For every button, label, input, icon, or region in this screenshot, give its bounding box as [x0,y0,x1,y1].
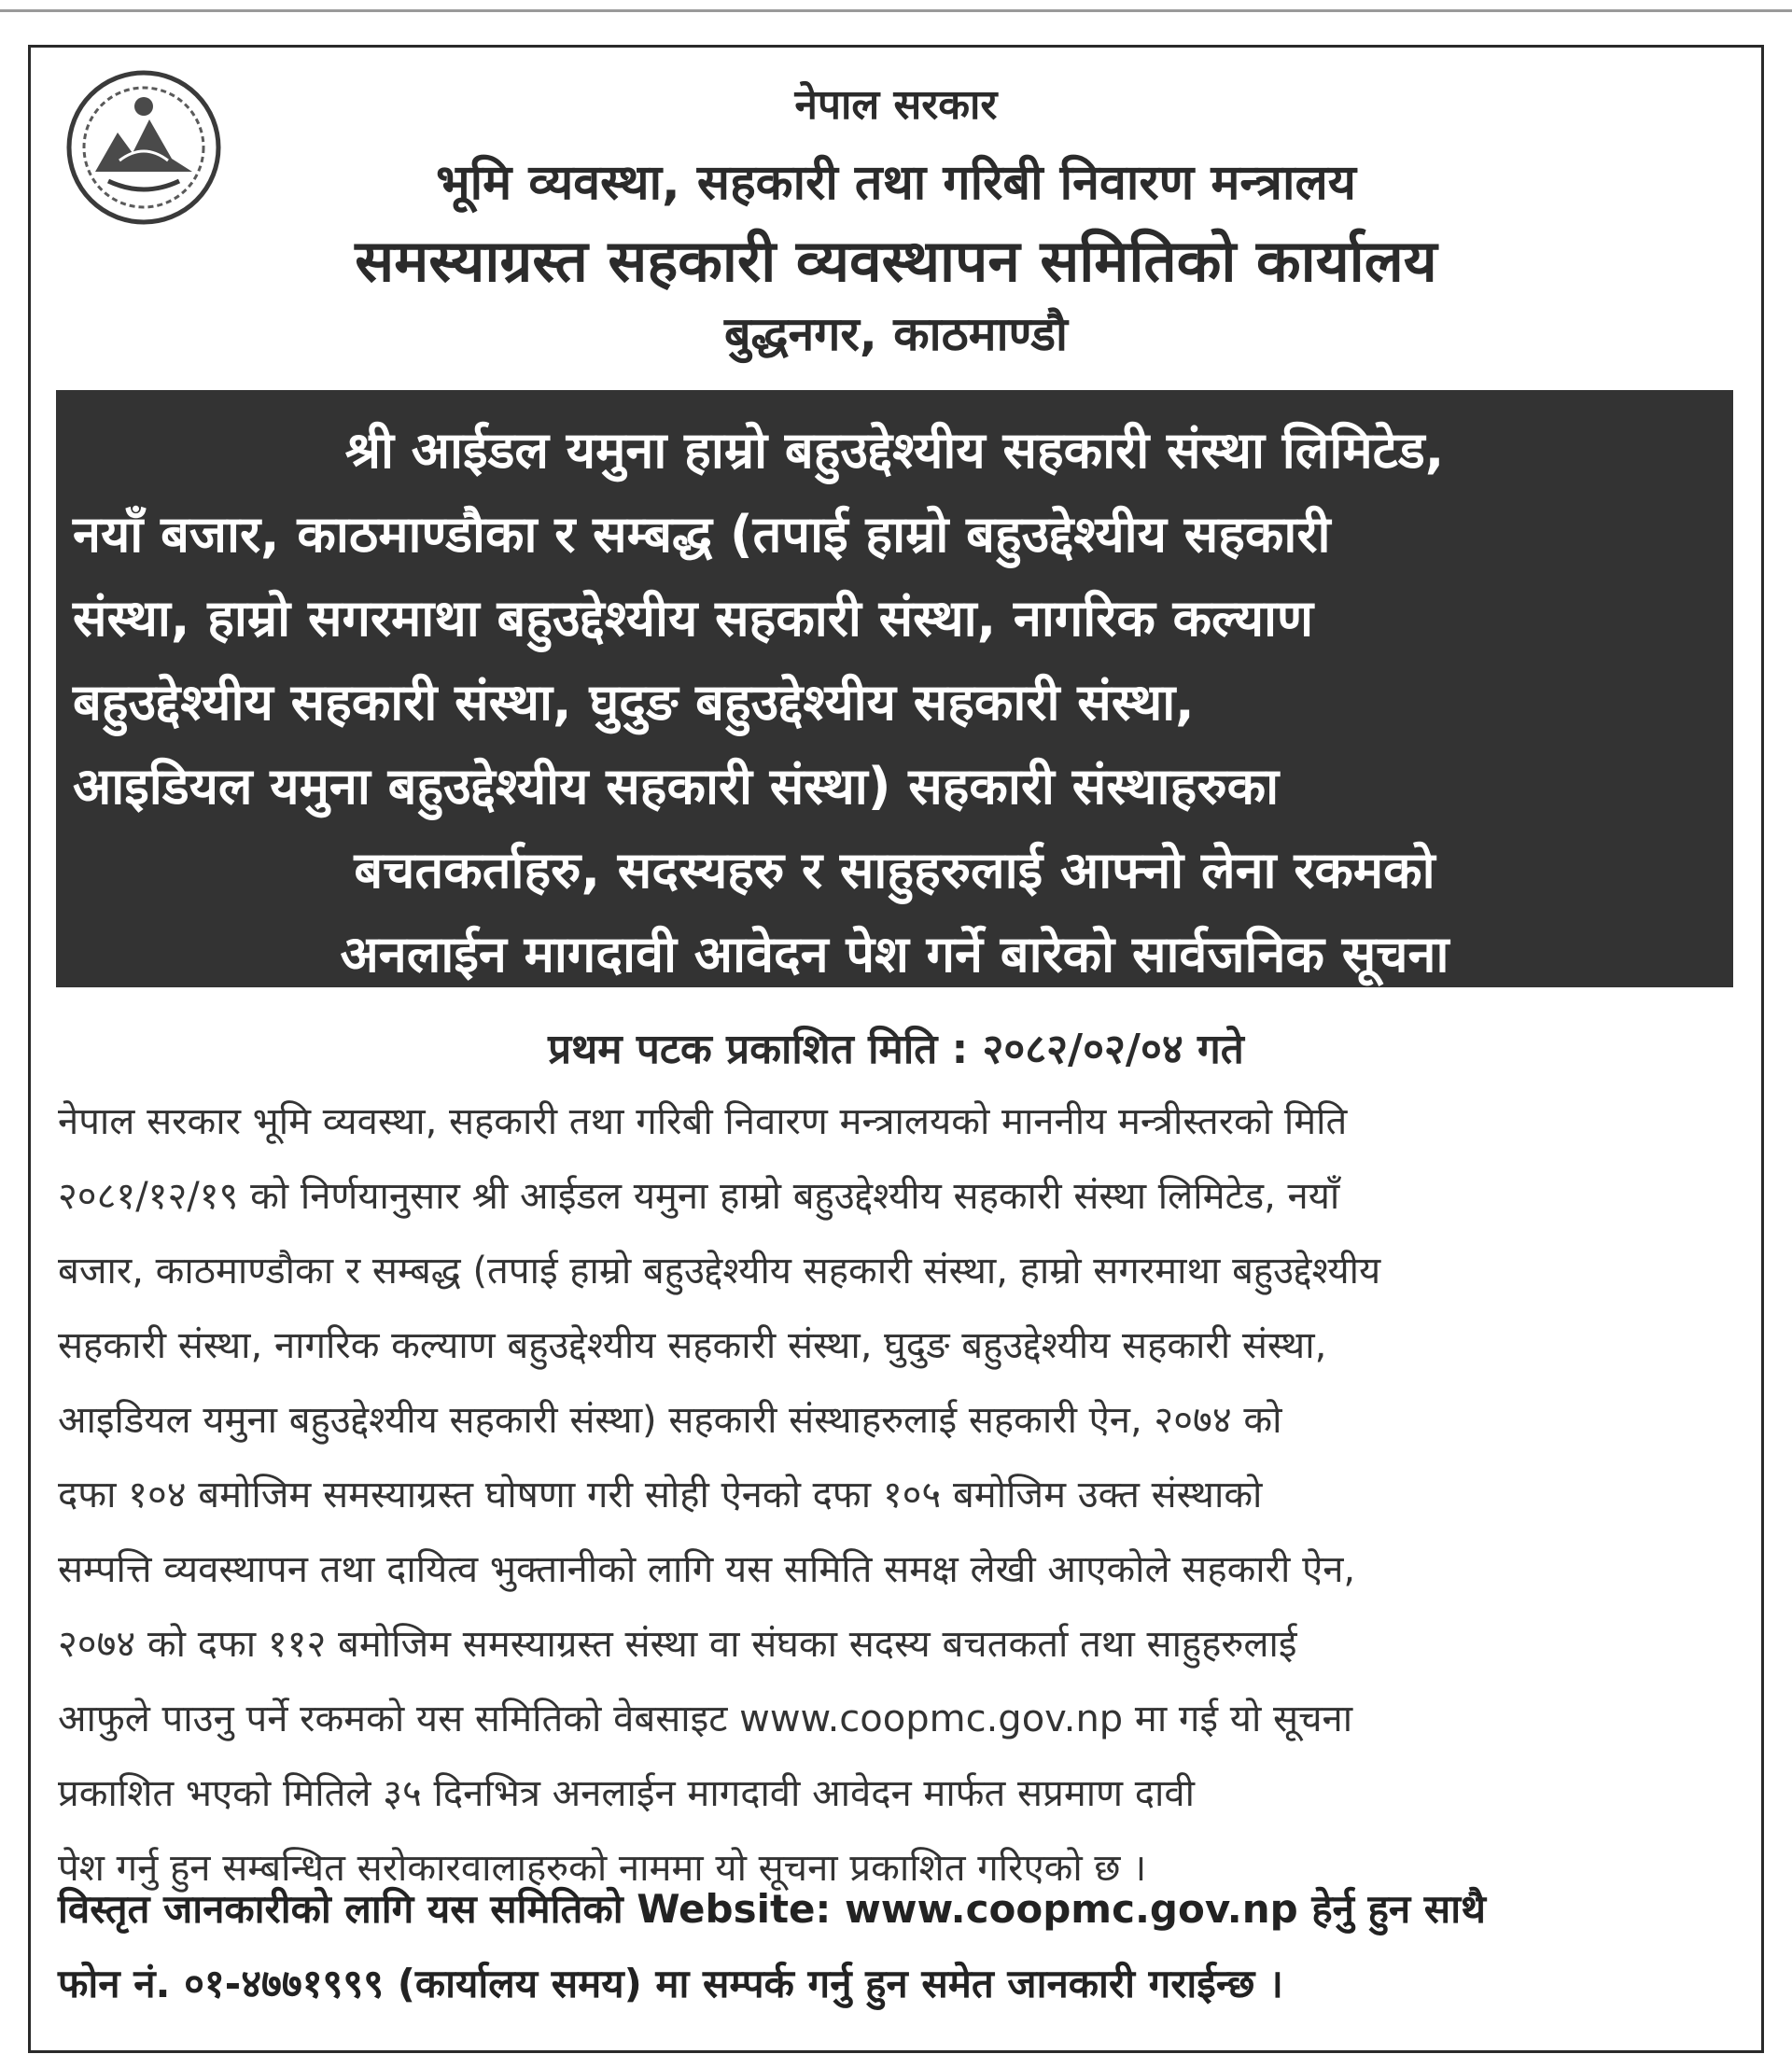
body-line: नेपाल सरकार भूमि व्यवस्था, सहकारी तथा गरिबी निवारण मन्त्रालयको माननीय मन्त्रीस्तरको मिति [58,1100,1348,1143]
top-rule [0,9,1792,12]
footer-line: फोन नं. ०१-४७७१९९९ (कार्यालय समय) मा सम्पर्क गर्नु हुन समेत जानकारी गराईन्छ । [58,1961,1283,2006]
banner-line: श्री आईडल यमुना हाम्रो बहुउद्देश्यीय सहकारी संस्था लिमिटेड, [344,421,1445,480]
banner-line: नयाँ बजार, काठमाण्डौका र सम्बद्ध (तपाई हाम्रो बहुउद्देश्यीय सहकारी [73,505,1331,564]
banner-line: बहुउद्देश्यीय सहकारी संस्था, घुदुङ बहुउद्देश्यीय सहकारी संस्था, [73,673,1195,732]
body-line: दफा १०४ बमोजिम समस्याग्रस्त घोषणा गरी सोही ऐनको दफा १०५ बमोजिम उक्त संस्थाको [58,1474,1263,1516]
notice-title-banner [56,390,1733,987]
office-location: बुद्धनगर, काठमाण्डौ [724,307,1068,361]
body-line: पेश गर्नु हुन सम्बन्धित सरोकारवालाहरुको नाममा यो सूचना प्रकाशित गरिएको छ । [58,1847,1147,1890]
body-line: सम्पत्ति व्यवस्थापन तथा दायित्व भुक्तानीको लागि यस समिति समक्ष लेखी आएकोले सहकारी ऐन, [58,1548,1356,1591]
body-line: प्रकाशित भएको मितिले ३५ दिनभित्र अनलाईन मागदावी आवेदन मार्फत सप्रमाण दावी [58,1772,1195,1815]
banner-line: अनलाईन मागदावी आवेदन पेश गर्ने बारेको सार्वजनिक सूचना [340,925,1449,984]
publication-date: प्रथम पटक प्रकाशित मिति : २०८२/०२/०४ गते [548,1026,1244,1073]
ministry-name: भूमि व्यवस्था, सहकारी तथा गरिबी निवारण मन्त्रालय [436,155,1356,211]
body-line: आइडियल यमुना बहुउद्देश्यीय सहकारी संस्था) सहकारी संस्थाहरुलाई सहकारी ऐन, २०७४ को [58,1399,1282,1442]
office-name: समस्याग्रस्त सहकारी व्यवस्थापन समितिको कार्यालय [355,227,1437,295]
footer-line: विस्तृत जानकारीको लागि यस समितिको Website: www.coopmc.gov.np हेर्नु हुन साथै [58,1886,1486,1932]
contact-footer [58,1872,1734,2021]
banner-line: बचतकर्ताहरु, सदस्यहरु र साहुहरुलाई आफ्नो लेना रकमको [354,841,1435,900]
body-line: बजार, काठमाण्डौका र सम्बद्ध (तपाई हाम्रो बहुउद्देश्यीय सहकारी संस्था, हाम्रो सगरमाथा बहुउद्देश्यीय [58,1250,1381,1292]
government-name: नेपाल सरकार [794,81,998,129]
body-line: २०७४ को दफा ११२ बमोजिम समस्याग्रस्त संस्था वा संघका सदस्य बचतकर्ता तथा साहुहरुलाई [58,1623,1297,1666]
body-line: आफुले पाउनु पर्ने रकमको यस समितिको वेबसाइट www.coopmc.gov.np मा गई यो सूचना [58,1698,1353,1740]
body-line: २०८१/१२/१९ को निर्णयानुसार श्री आईडल यमुना हाम्रो बहुउद्देश्यीय सहकारी संस्था लिमिटेड, नयाँ [58,1175,1340,1218]
notice-body [58,1084,1734,1906]
banner-line: संस्था, हाम्रो सगरमाथा बहुउद्देश्यीय सहकारी संस्था, नागरिक कल्याण [73,589,1314,648]
banner-line: आइडियल यमुना बहुउद्देश्यीय सहकारी संस्था) सहकारी संस्थाहरुका [73,757,1280,816]
body-line: सहकारी संस्था, नागरिक कल्याण बहुउद्देश्यीय सहकारी संस्था, घुदुङ बहुउद्देश्यीय सहकारी संस्था, [58,1324,1327,1367]
